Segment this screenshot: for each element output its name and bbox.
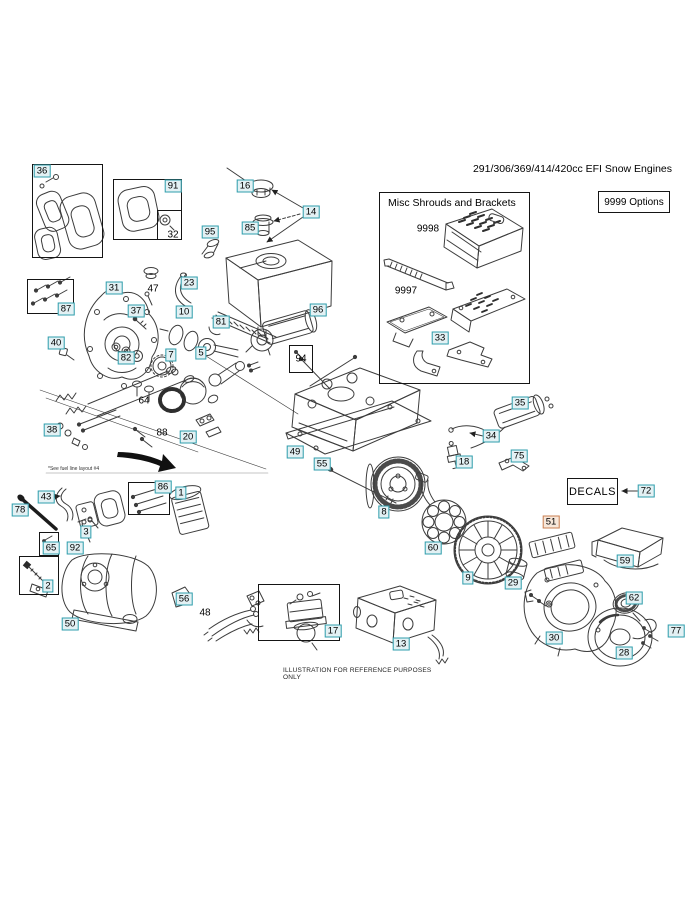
callout-16[interactable]: 16	[237, 180, 254, 193]
callout-65[interactable]: 65	[43, 542, 60, 555]
callout-72[interactable]: 72	[638, 485, 655, 498]
callout-31[interactable]: 31	[106, 282, 123, 295]
callout-47[interactable]: 47	[147, 283, 159, 295]
art-arrows-14	[267, 190, 303, 242]
callout-34[interactable]: 34	[483, 430, 500, 443]
callout-28[interactable]: 28	[616, 647, 633, 660]
callout-60[interactable]: 60	[425, 542, 442, 555]
art-valvetrain	[40, 365, 268, 473]
decals-button[interactable]	[567, 478, 618, 505]
callout-33[interactable]: 33	[432, 332, 449, 345]
art-efi-unit	[354, 586, 449, 664]
art-blower-housing	[524, 565, 616, 656]
callout-40[interactable]: 40	[48, 337, 65, 350]
callout-78[interactable]: 78	[12, 504, 29, 517]
group-box-36	[32, 164, 103, 258]
art-plug-wire-34	[449, 426, 486, 436]
callout-55[interactable]: 55	[314, 458, 331, 471]
art-bolt-55	[326, 465, 396, 503]
callout-64[interactable]: 64	[138, 395, 150, 407]
callout-49[interactable]: 49	[287, 446, 304, 459]
callout-86[interactable]: 86	[155, 481, 172, 494]
callout-18[interactable]: 18	[456, 456, 473, 469]
callout-23[interactable]: 23	[181, 277, 198, 290]
callout-36[interactable]: 36	[34, 165, 51, 178]
callout-85[interactable]: 85	[242, 222, 259, 235]
callout-2[interactable]: 2	[42, 580, 53, 593]
art-fuel-tank	[212, 240, 332, 343]
callout-10[interactable]: 10	[176, 306, 193, 319]
callout-29[interactable]: 29	[505, 577, 522, 590]
callout-82[interactable]: 82	[118, 352, 135, 365]
art-crankcase-cover	[84, 289, 158, 388]
callout-75[interactable]: 75	[511, 450, 528, 463]
options-9999-label: 9999 Options	[604, 196, 664, 208]
decals-label: DECALS	[568, 485, 617, 498]
callout-3[interactable]: 3	[80, 526, 91, 539]
art-sensor-95	[202, 238, 220, 259]
callout-51[interactable]: 51	[543, 516, 560, 529]
callout-92[interactable]: 92	[67, 542, 84, 555]
misc-shrouds-title: Misc Shrouds and Brackets	[388, 197, 516, 209]
callout-62[interactable]: 62	[626, 592, 643, 605]
callout-91[interactable]: 91	[165, 180, 182, 193]
callout-81[interactable]: 81	[213, 316, 230, 329]
callout-14[interactable]: 14	[303, 206, 320, 219]
callout-94[interactable]: 94	[295, 353, 307, 365]
callout-88[interactable]: 88	[156, 427, 168, 439]
callout-7[interactable]: 7	[165, 349, 176, 362]
callout-95[interactable]: 95	[202, 226, 219, 239]
callout-38[interactable]: 38	[44, 424, 61, 437]
art-black-arrow	[117, 452, 176, 472]
callout-20[interactable]: 20	[180, 431, 197, 444]
callout-77[interactable]: 77	[668, 625, 685, 638]
callout-8[interactable]: 8	[378, 506, 389, 519]
callout-32[interactable]: 32	[167, 229, 179, 241]
page-title: 291/306/369/414/420cc EFI Snow Engines	[472, 163, 672, 175]
callout-87[interactable]: 87	[58, 303, 75, 316]
callout-43[interactable]: 43	[38, 491, 55, 504]
callout-48[interactable]: 48	[199, 607, 211, 619]
callout-5[interactable]: 5	[195, 347, 206, 360]
callout-50[interactable]: 50	[62, 618, 79, 631]
art-screw-37	[133, 317, 146, 329]
callout-13[interactable]: 13	[393, 638, 410, 651]
art-hose-43	[53, 488, 73, 521]
callout-1[interactable]: 1	[175, 487, 186, 500]
art-piston-rod-5	[160, 356, 298, 414]
callout-9[interactable]: 9	[462, 572, 473, 585]
callout-59[interactable]: 59	[617, 555, 634, 568]
callout-96[interactable]: 96	[310, 304, 327, 317]
callout-35[interactable]: 35	[512, 397, 529, 410]
callout-37[interactable]: 37	[128, 305, 145, 318]
disclaimer-text: ILLUSTRATION FOR REFERENCE PURPOSES ONLY	[283, 667, 432, 681]
callout-9997[interactable]: 9997	[394, 285, 418, 297]
callout-17[interactable]: 17	[325, 625, 342, 638]
art-plate-51	[529, 532, 584, 582]
callout-56[interactable]: 56	[176, 593, 193, 606]
options-9999-button[interactable]	[598, 191, 670, 213]
callout-9998[interactable]: 9998	[416, 223, 440, 235]
callout-30[interactable]: 30	[546, 632, 563, 645]
fuel-line-note: *See fuel line layout #4	[48, 466, 100, 472]
